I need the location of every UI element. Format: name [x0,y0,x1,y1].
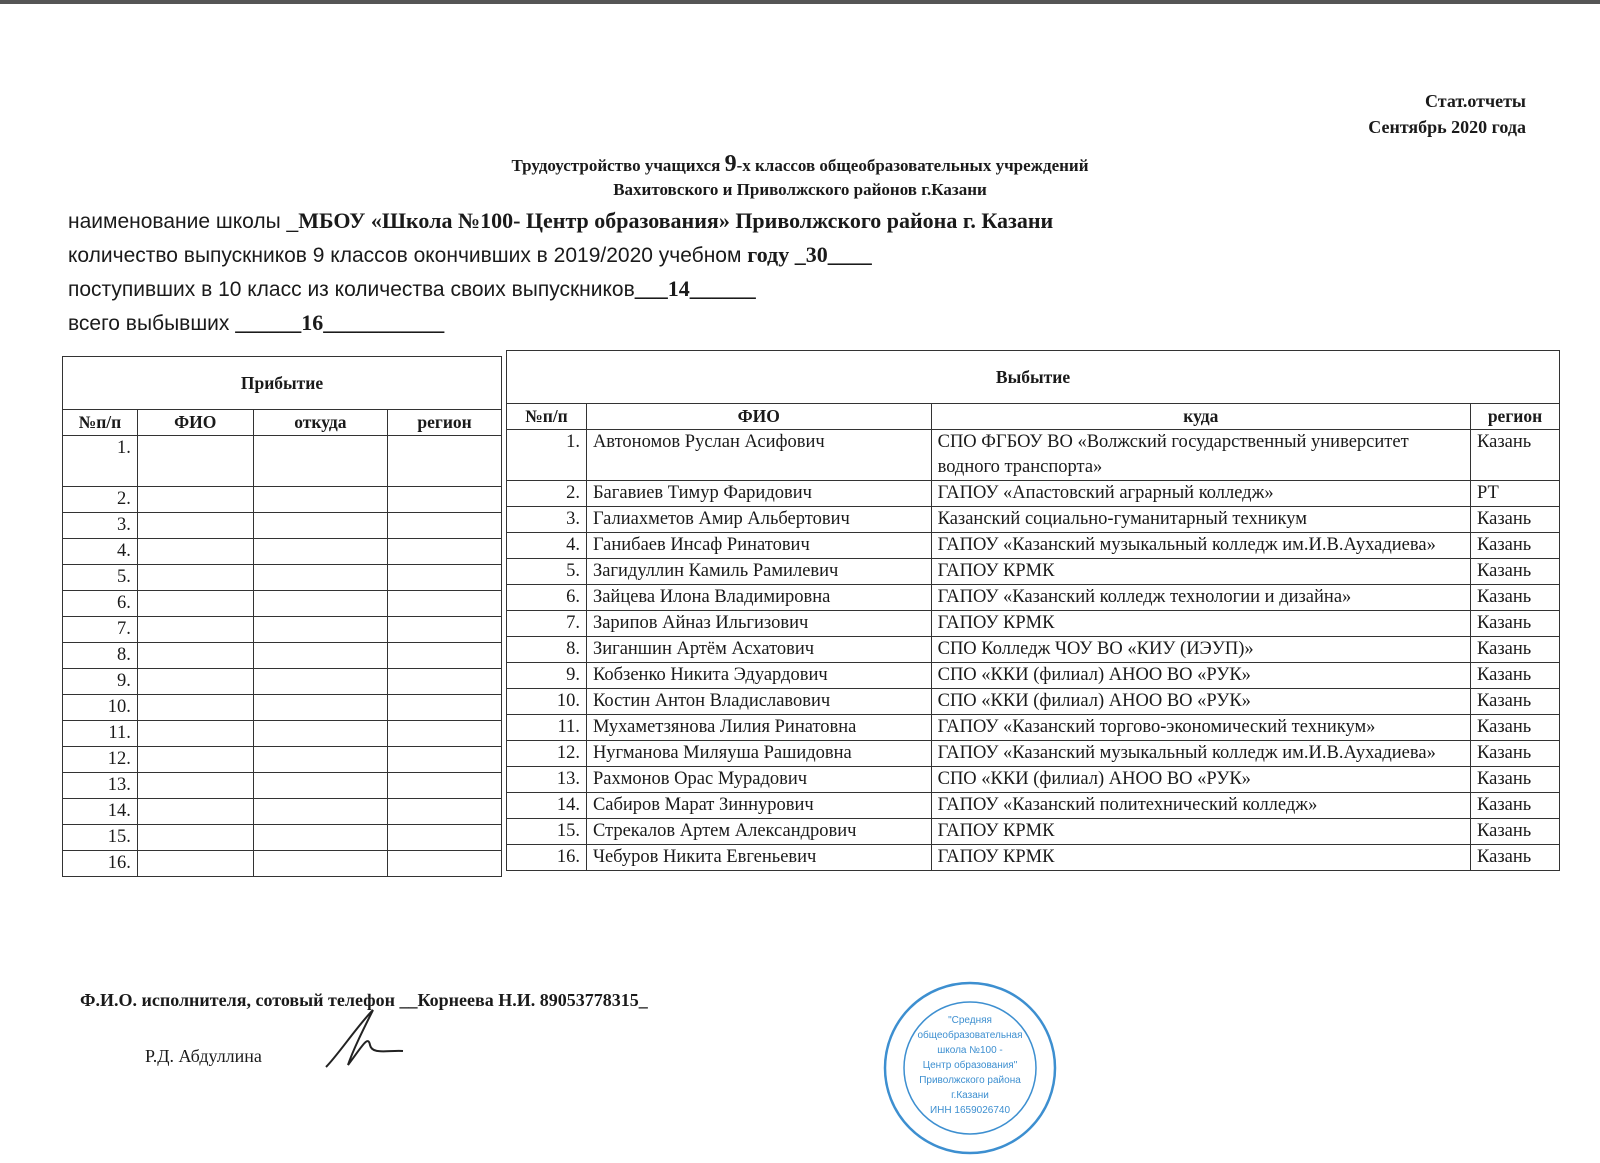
enrolled-line [68,272,1053,306]
stamp-text: ИНН 1659026740 [929,1105,1011,1116]
stamp-text: "Средняя [948,1015,992,1026]
row-number: 7. [507,611,587,637]
from-cell [253,851,388,877]
school-label: наименование школы _ [68,210,299,233]
destination: ГАПОУ КРМК [931,559,1470,585]
col-number: №п/п [63,410,138,436]
departure-row [507,793,1560,819]
destination: СПО «ККИ (филиал) АНОО ВО «РУК» [931,689,1470,715]
student-name: Зайцева Илона Владимировна [586,585,931,611]
from-cell [253,643,388,669]
region: Казань [1471,663,1560,689]
school-stamp [880,978,1060,1158]
from-cell [253,669,388,695]
signer-name: Р.Д. Абдуллина [145,1046,262,1066]
region-cell [388,617,502,643]
from-cell [253,487,388,513]
departure-row [507,767,1560,793]
region: РТ [1471,481,1560,507]
school-value: МБОУ «Школа №100- Центр образования» Приволжского района г. Казани [298,208,1054,233]
row-number: 2. [507,481,587,507]
enrolled-label: поступивших в 10 класс из количества своих выпускников [68,278,635,301]
from-cell [253,695,388,721]
departure-row [507,585,1560,611]
region: Казань [1471,533,1560,559]
stamp-text: Центр образования" [922,1060,1018,1071]
departure-row [507,819,1560,845]
student-name: Зарипов Айназ Ильгизович [586,611,931,637]
region-cell [388,695,502,721]
region-cell [388,747,502,773]
region-cell [388,643,502,669]
arrival-row [63,436,502,487]
region-cell [388,591,502,617]
region: Казань [1471,637,1560,663]
from-cell [253,825,388,851]
arrival-row [63,669,502,695]
name-cell [137,747,253,773]
from-cell [253,773,388,799]
region-cell [388,436,502,487]
region-cell [388,721,502,747]
arrival-row [63,695,502,721]
from-cell [253,539,388,565]
report-header [1368,88,1526,140]
destination: ГАПОУ «Казанский политехнический колледж» [931,793,1470,819]
arrival-row [63,487,502,513]
region: Казань [1471,741,1560,767]
region-cell [388,773,502,799]
arrival-row [63,643,502,669]
destination: ГАПОУ «Казанский музыкальный колледж им.И.В.Аухадиева» [931,533,1470,559]
arrival-row [63,799,502,825]
arrival-table [62,356,502,877]
destination: ГАПОУ «Казанский торгово-экономический техникум» [931,715,1470,741]
row-number: 4. [507,533,587,559]
left-value: ______16___________ [235,310,445,335]
student-name: Стрекалов Артем Александрович [586,819,931,845]
region: Казань [1471,611,1560,637]
region: Казань [1471,507,1560,533]
stamp-text: школа №100 - [937,1045,1003,1056]
stamp-text: Приволжского района [919,1075,1021,1086]
destination: СПО «ККИ (филиал) АНОО ВО «РУК» [931,767,1470,793]
name-cell [137,513,253,539]
row-number: 10. [507,689,587,715]
name-cell [137,669,253,695]
row-number: 1. [507,430,587,481]
departure-row [507,637,1560,663]
from-cell [253,513,388,539]
row-number: 13. [63,773,138,799]
departure-row [507,663,1560,689]
name-cell [137,643,253,669]
row-number: 2. [63,487,138,513]
row-number: 9. [63,669,138,695]
row-number: 12. [63,747,138,773]
row-number: 10. [63,695,138,721]
name-cell [137,851,253,877]
row-number: 14. [507,793,587,819]
region: Казань [1471,845,1560,871]
student-name: Автономов Руслан Асифович [586,430,931,481]
name-cell [137,487,253,513]
col-destination: куда [931,404,1470,430]
report-date: Сентябрь 2020 года [1368,117,1526,137]
title-line-2: Вахитовского и Приволжского районов г.Казани [613,180,987,199]
region: Казань [1471,793,1560,819]
region: Казань [1471,715,1560,741]
departure-row [507,507,1560,533]
col-region: регион [1471,404,1560,430]
graduates-line [68,238,1053,272]
stamp-text: г.Казани [951,1090,989,1101]
region-cell [388,825,502,851]
from-cell [253,617,388,643]
col-region: регион [388,410,502,436]
document-title [0,152,1600,202]
departure-row [507,845,1560,871]
name-cell [137,565,253,591]
name-cell [137,436,253,487]
row-number: 14. [63,799,138,825]
from-cell [253,721,388,747]
departure-row [507,559,1560,585]
destination: ГАПОУ «Апастовский аграрный колледж» [931,481,1470,507]
departure-row [507,689,1560,715]
destination: ГАПОУ КРМК [931,845,1470,871]
arrival-row [63,825,502,851]
region: Казань [1471,689,1560,715]
region-cell [388,539,502,565]
col-name: ФИО [137,410,253,436]
destination: ГАПОУ «Казанский музыкальный колледж им.И.В.Аухадиева» [931,741,1470,767]
row-number: 5. [63,565,138,591]
left-line [68,306,1053,340]
arrival-caption: Прибытие [63,357,502,410]
region: Казань [1471,430,1560,481]
row-number: 11. [507,715,587,741]
executor-line: Ф.И.О. исполнителя, сотовый телефон __Корнеева Н.И. 89053778315_ [80,990,648,1010]
stamp-text: общеобразовательная [917,1030,1023,1041]
name-cell [137,591,253,617]
departure-row [507,611,1560,637]
from-cell [253,799,388,825]
name-cell [137,617,253,643]
region-cell [388,565,502,591]
row-number: 3. [507,507,587,533]
student-name: Загидуллин Камиль Рамилевич [586,559,931,585]
name-cell [137,695,253,721]
arrival-row [63,773,502,799]
student-name: Галиахметов Амир Альбертович [586,507,931,533]
arrival-row [63,539,502,565]
destination: СПО ФГБОУ ВО «Волжский государственный университет водного транспорта» [931,430,1470,481]
student-name: Зиганшин Артём Асхатович [586,637,931,663]
destination: ГАПОУ «Казанский колледж технологии и дизайна» [931,585,1470,611]
arrival-row [63,513,502,539]
signature [318,1005,408,1075]
region: Казань [1471,585,1560,611]
row-number: 1. [63,436,138,487]
col-number: №п/п [507,404,587,430]
region-cell [388,799,502,825]
name-cell [137,539,253,565]
row-number: 6. [63,591,138,617]
departure-table [506,350,1560,871]
title-grade: 9 [724,151,737,177]
row-number: 4. [63,539,138,565]
destination: СПО Колледж ЧОУ ВО «КИУ (ИЭУП)» [931,637,1470,663]
report-type: Стат.отчеты [1425,91,1526,111]
arrival-row [63,591,502,617]
arrival-header-row [63,410,502,436]
row-number: 11. [63,721,138,747]
student-name: Нугманова Миляуша Рашидовна [586,741,931,767]
graduates-label: количество выпускников 9 классов окончивших в 2019/2020 учебном [68,244,748,267]
departure-caption: Выбытие [507,351,1560,404]
name-cell [137,721,253,747]
col-name: ФИО [586,404,931,430]
region: Казань [1471,767,1560,793]
student-name: Багавиев Тимур Фаридович [586,481,931,507]
region-cell [388,669,502,695]
destination: СПО «ККИ (филиал) АНОО ВО «РУК» [931,663,1470,689]
row-number: 8. [507,637,587,663]
row-number: 12. [507,741,587,767]
region: Казань [1471,819,1560,845]
col-from: откуда [253,410,388,436]
row-number: 13. [507,767,587,793]
row-number: 5. [507,559,587,585]
row-number: 15. [507,819,587,845]
student-name: Рахмонов Орас Мурадович [586,767,931,793]
school-name-line [68,204,1053,238]
name-cell [137,825,253,851]
enrolled-value: ___14______ [634,276,756,301]
student-name: Ганибаев Инсаф Ринатович [586,533,931,559]
arrival-row [63,721,502,747]
student-name: Мухаметзянова Лилия Ринатовна [586,715,931,741]
student-name: Кобзенко Никита Эдуардович [586,663,931,689]
arrival-row [63,851,502,877]
name-cell [137,773,253,799]
graduates-value: году _30____ [747,242,872,267]
region-cell [388,487,502,513]
from-cell [253,591,388,617]
row-number: 16. [507,845,587,871]
student-name: Чебуров Никита Евгеньевич [586,845,931,871]
region: Казань [1471,559,1560,585]
school-info [68,204,1053,340]
departure-row [507,533,1560,559]
row-number: 16. [63,851,138,877]
departure-row [507,715,1560,741]
destination: ГАПОУ КРМК [931,611,1470,637]
arrival-row [63,747,502,773]
title-text-2: -х классов общеобразовательных учреждений [736,156,1089,175]
departure-header-row [507,404,1560,430]
row-number: 6. [507,585,587,611]
departure-row [507,481,1560,507]
from-cell [253,565,388,591]
left-label: всего выбывших [68,312,236,335]
from-cell [253,436,388,487]
arrival-row [63,565,502,591]
region-cell [388,851,502,877]
row-number: 8. [63,643,138,669]
scan-edge [0,0,1600,4]
destination: ГАПОУ КРМК [931,819,1470,845]
departure-row [507,741,1560,767]
name-cell [137,799,253,825]
region-cell [388,513,502,539]
row-number: 7. [63,617,138,643]
title-text: Трудоустройство учащихся [511,156,725,175]
row-number: 9. [507,663,587,689]
departure-row [507,430,1560,481]
from-cell [253,747,388,773]
arrival-row [63,617,502,643]
student-name: Сабиров Марат Зиннурович [586,793,931,819]
row-number: 15. [63,825,138,851]
destination: Казанский социально-гуманитарный техникум [931,507,1470,533]
row-number: 3. [63,513,138,539]
student-name: Костин Антон Владиславович [586,689,931,715]
